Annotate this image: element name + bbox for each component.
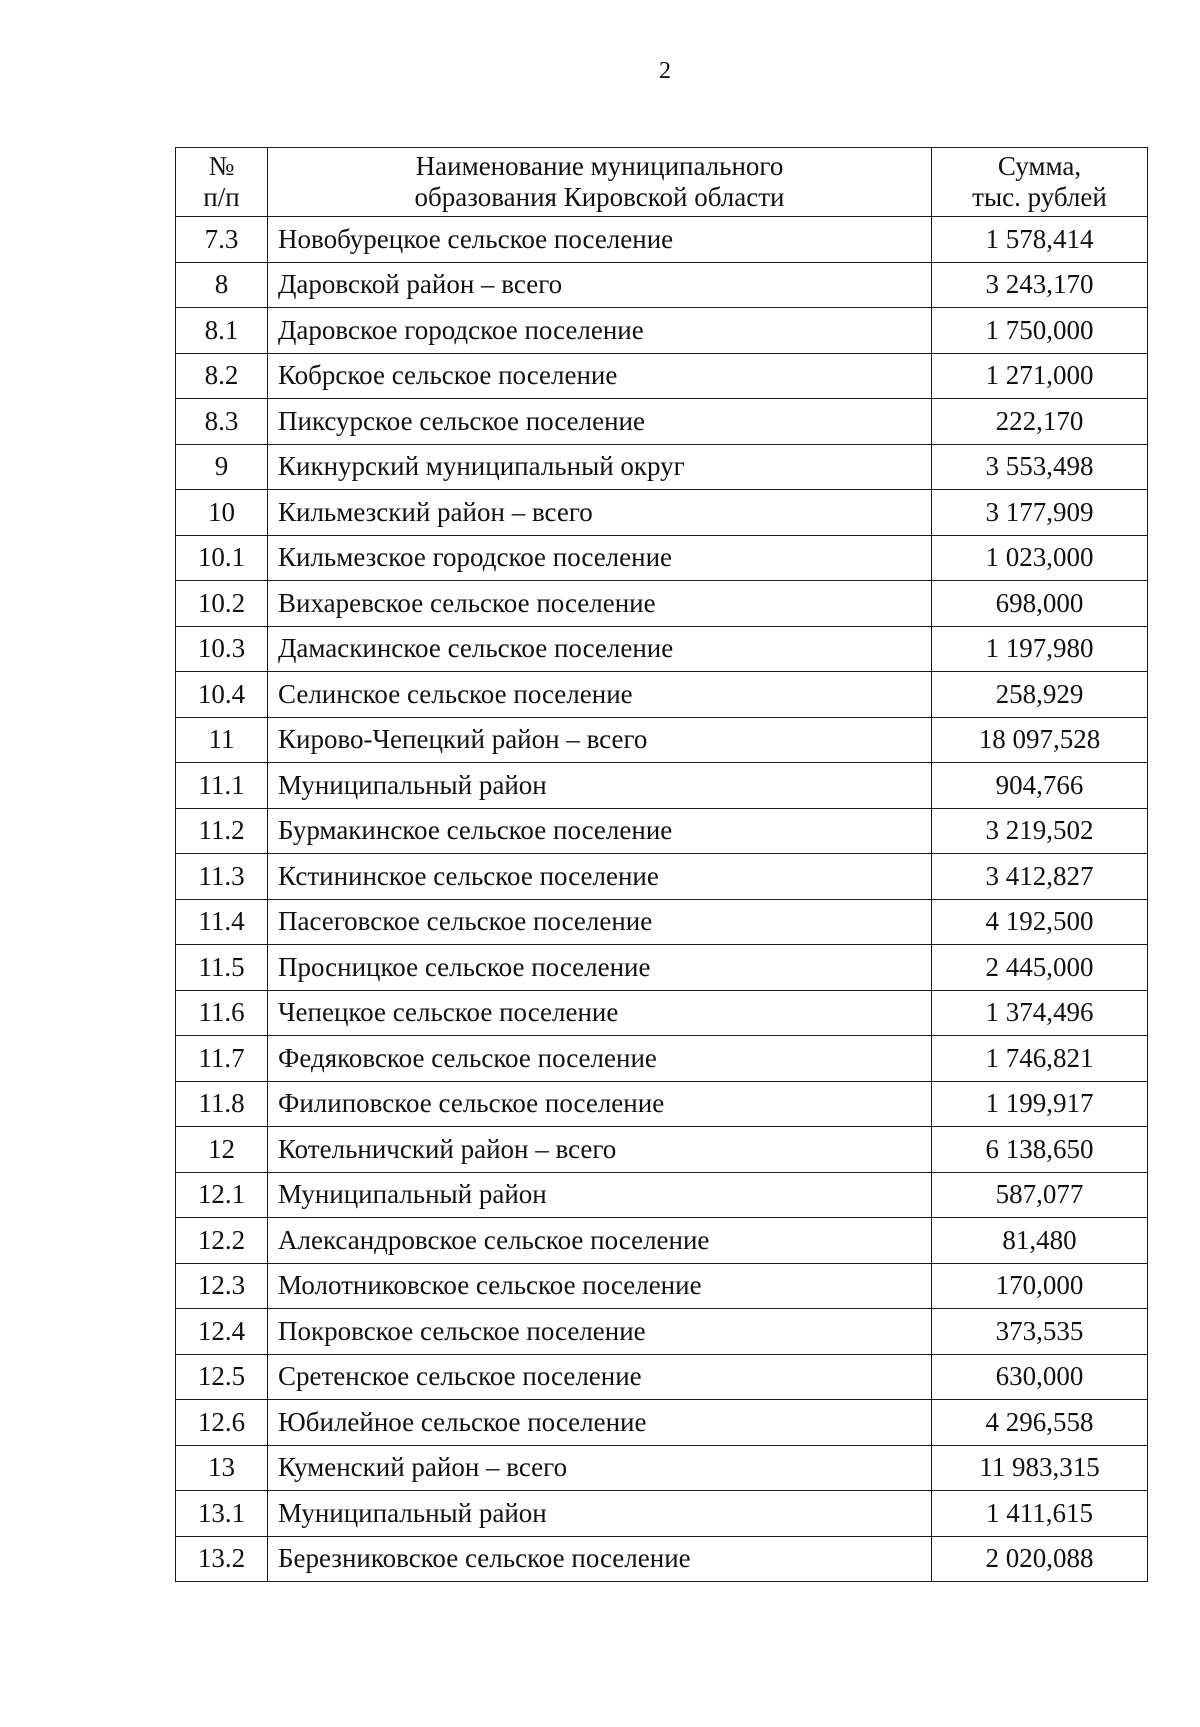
amount-cell: 2 445,000 <box>932 945 1148 991</box>
table-row <box>176 990 1148 1036</box>
row-number-cell: 11.5 <box>176 945 268 991</box>
municipality-name-cell: Кильмезский район – всего <box>268 490 932 536</box>
municipality-name-cell: Кобрское сельское поселение <box>268 353 932 399</box>
municipality-name-cell: Молотниковское сельское поселение <box>268 1263 932 1309</box>
table-row <box>176 626 1148 672</box>
row-number-cell: 12.2 <box>176 1218 268 1264</box>
table-row <box>176 1354 1148 1400</box>
table-row <box>176 399 1148 445</box>
table-header-row <box>176 148 1148 217</box>
municipality-name-cell: Филиповское сельское поселение <box>268 1081 932 1127</box>
amount-cell: 3 412,827 <box>932 854 1148 900</box>
amount-cell: 11 983,315 <box>932 1445 1148 1491</box>
amount-cell: 18 097,528 <box>932 717 1148 763</box>
row-number-cell: 11.4 <box>176 899 268 945</box>
amount-cell: 1 578,414 <box>932 217 1148 263</box>
header-sum-line-1: Сумма, <box>997 150 1082 181</box>
municipality-name-cell: Вихаревское сельское поселение <box>268 581 932 627</box>
amount-cell: 1 746,821 <box>932 1036 1148 1082</box>
row-number-cell: 12.1 <box>176 1172 268 1218</box>
municipality-name-cell: Федяковское сельское поселение <box>268 1036 932 1082</box>
row-number-cell: 10 <box>176 490 268 536</box>
table-row <box>176 1127 1148 1173</box>
row-number-cell: 11.3 <box>176 854 268 900</box>
table-row <box>176 262 1148 308</box>
table-row <box>176 217 1148 263</box>
municipality-name-cell: Кирово-Чепецкий район – всего <box>268 717 932 763</box>
municipality-name-cell: Бурмакинское сельское поселение <box>268 808 932 854</box>
row-number-cell: 13.2 <box>176 1536 268 1582</box>
amount-cell: 904,766 <box>932 763 1148 809</box>
municipality-name-cell: Покровское сельское поселение <box>268 1309 932 1355</box>
table-row <box>176 1263 1148 1309</box>
municipality-name-cell: Муниципальный район <box>268 763 932 809</box>
municipality-name-cell: Кстининское сельское поселение <box>268 854 932 900</box>
municipal-funding-table <box>175 147 1148 1582</box>
municipality-name-cell: Пасеговское сельское поселение <box>268 899 932 945</box>
table-row <box>176 1400 1148 1446</box>
row-number-cell: 12.4 <box>176 1309 268 1355</box>
row-number-cell: 12.3 <box>176 1263 268 1309</box>
municipality-name-cell: Селинское сельское поселение <box>268 672 932 718</box>
row-number-cell: 11.6 <box>176 990 268 1036</box>
municipality-name-cell: Александровское сельское поселение <box>268 1218 932 1264</box>
table-row <box>176 581 1148 627</box>
table-row <box>176 1309 1148 1355</box>
header-number <box>176 148 268 217</box>
table-row <box>176 854 1148 900</box>
table-body <box>176 217 1148 1582</box>
amount-cell: 3 219,502 <box>932 808 1148 854</box>
amount-cell: 1 199,917 <box>932 1081 1148 1127</box>
table-row <box>176 717 1148 763</box>
amount-cell: 2 020,088 <box>932 1536 1148 1582</box>
municipality-name-cell: Даровское городское поселение <box>268 308 932 354</box>
amount-cell: 81,480 <box>932 1218 1148 1264</box>
amount-cell: 1 750,000 <box>932 308 1148 354</box>
table-row <box>176 899 1148 945</box>
amount-cell: 258,929 <box>932 672 1148 718</box>
municipality-name-cell: Котельничский район – всего <box>268 1127 932 1173</box>
row-number-cell: 11 <box>176 717 268 763</box>
header-number-line-2: п/п <box>203 182 240 212</box>
row-number-cell: 12.5 <box>176 1354 268 1400</box>
table-row <box>176 490 1148 536</box>
header-sum-line-2: тыс. рублей <box>972 182 1107 212</box>
amount-cell: 170,000 <box>932 1263 1148 1309</box>
municipality-name-cell: Новобурецкое сельское поселение <box>268 217 932 263</box>
table-row <box>176 1218 1148 1264</box>
municipality-name-cell: Пиксурское сельское поселение <box>268 399 932 445</box>
amount-cell: 1 197,980 <box>932 626 1148 672</box>
table-row <box>176 1036 1148 1082</box>
amount-cell: 373,535 <box>932 1309 1148 1355</box>
municipality-name-cell: Дамаскинское сельское поселение <box>268 626 932 672</box>
amount-cell: 1 374,496 <box>932 990 1148 1036</box>
municipality-name-cell: Чепецкое сельское поселение <box>268 990 932 1036</box>
amount-cell: 4 296,558 <box>932 1400 1148 1446</box>
page-number: 2 <box>659 58 671 84</box>
header-sum <box>932 148 1148 217</box>
municipality-name-cell: Кикнурский муниципальный округ <box>268 444 932 490</box>
amount-cell: 3 243,170 <box>932 262 1148 308</box>
row-number-cell: 10.2 <box>176 581 268 627</box>
row-number-cell: 8.1 <box>176 308 268 354</box>
municipality-name-cell: Кильмезское городское поселение <box>268 535 932 581</box>
table-row <box>176 1172 1148 1218</box>
row-number-cell: 10.1 <box>176 535 268 581</box>
row-number-cell: 8.2 <box>176 353 268 399</box>
row-number-cell: 12.6 <box>176 1400 268 1446</box>
table-row <box>176 1536 1148 1582</box>
municipality-name-cell: Юбилейное сельское поселение <box>268 1400 932 1446</box>
amount-cell: 1 411,615 <box>932 1491 1148 1537</box>
table-row <box>176 1491 1148 1537</box>
amount-cell: 1 023,000 <box>932 535 1148 581</box>
row-number-cell: 7.3 <box>176 217 268 263</box>
amount-cell: 630,000 <box>932 1354 1148 1400</box>
row-number-cell: 13 <box>176 1445 268 1491</box>
municipality-name-cell: Березниковское сельское поселение <box>268 1536 932 1582</box>
amount-cell: 587,077 <box>932 1172 1148 1218</box>
table-row <box>176 1081 1148 1127</box>
row-number-cell: 11.7 <box>176 1036 268 1082</box>
table-row <box>176 353 1148 399</box>
municipality-name-cell: Муниципальный район <box>268 1172 932 1218</box>
row-number-cell: 13.1 <box>176 1491 268 1537</box>
municipality-name-cell: Даровской район – всего <box>268 262 932 308</box>
municipality-name-cell: Муниципальный район <box>268 1491 932 1537</box>
amount-cell: 3 553,498 <box>932 444 1148 490</box>
municipality-name-cell: Куменский район – всего <box>268 1445 932 1491</box>
amount-cell: 6 138,650 <box>932 1127 1148 1173</box>
header-name-line-2: образования Кировской области <box>414 182 785 212</box>
table-row <box>176 535 1148 581</box>
table-row <box>176 1445 1148 1491</box>
row-number-cell: 12 <box>176 1127 268 1173</box>
table-row <box>176 763 1148 809</box>
header-name-line-1: Наименование муниципального <box>415 150 784 181</box>
row-number-cell: 8 <box>176 262 268 308</box>
row-number-cell: 11.1 <box>176 763 268 809</box>
amount-cell: 1 271,000 <box>932 353 1148 399</box>
table-row <box>176 945 1148 991</box>
table-row <box>176 444 1148 490</box>
row-number-cell: 9 <box>176 444 268 490</box>
row-number-cell: 11.2 <box>176 808 268 854</box>
amount-cell: 698,000 <box>932 581 1148 627</box>
row-number-cell: 10.3 <box>176 626 268 672</box>
row-number-cell: 11.8 <box>176 1081 268 1127</box>
table-row <box>176 308 1148 354</box>
row-number-cell: 10.4 <box>176 672 268 718</box>
header-name <box>268 148 932 217</box>
amount-cell: 4 192,500 <box>932 899 1148 945</box>
amount-cell: 222,170 <box>932 399 1148 445</box>
amount-cell: 3 177,909 <box>932 490 1148 536</box>
municipality-name-cell: Сретенское сельское поселение <box>268 1354 932 1400</box>
table-row <box>176 672 1148 718</box>
header-number-line-1: № <box>208 150 235 181</box>
municipality-name-cell: Просницкое сельское поселение <box>268 945 932 991</box>
row-number-cell: 8.3 <box>176 399 268 445</box>
table-row <box>176 808 1148 854</box>
